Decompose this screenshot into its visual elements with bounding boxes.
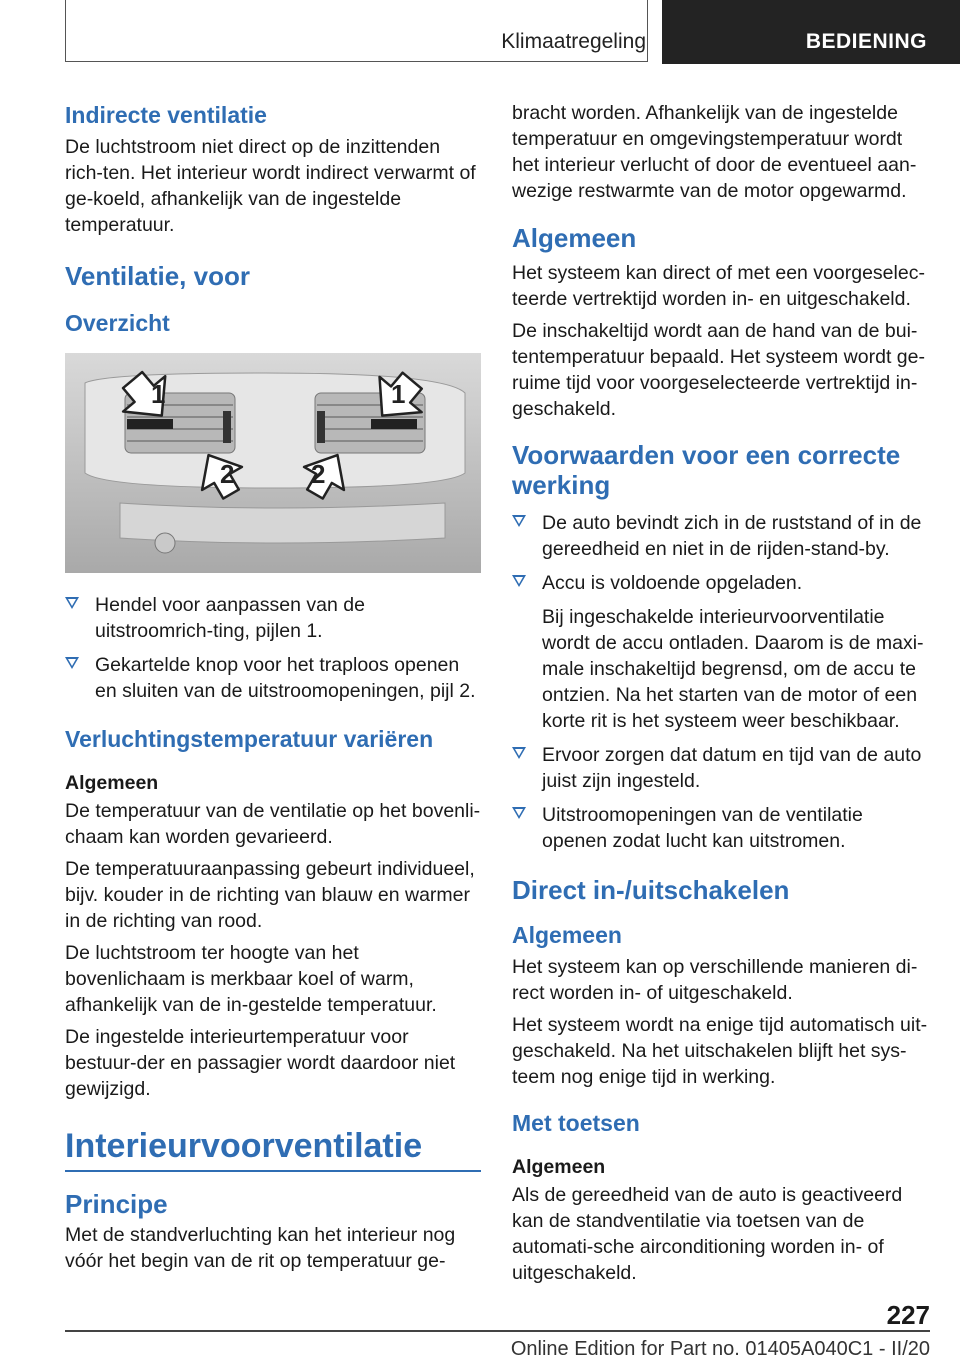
triangle-bullet-icon: [512, 807, 526, 819]
heading-algemeen-main: Algemeen: [512, 223, 637, 253]
heading-direct: Direct in-/uitschakelen: [512, 875, 790, 905]
paragraph-principe: Met de standverluchting kan het interieur nog vóór het begin van de rit op temperatuur ge-: [65, 1224, 456, 1272]
vent-figure: [65, 353, 481, 573]
paragraph: De temperatuur van de ventilatie op het bovenli-chaam kan worden gevarieerd.: [65, 800, 481, 848]
paragraph: De luchtstroom ter hoogte van het bovenlichaam is merkbaar koel of warm, afhankelijk van de in-gestelde temperatuur.: [65, 942, 437, 1016]
paragraph: De temperatuuraanpassing gebeurt individueel, bijv. kouder in de richting van blauw en warmer in de richting van rood.: [65, 858, 475, 932]
header-chapter-title: BEDIENING: [805, 30, 927, 53]
paragraph: Als de gereedheid van de auto is geactiveerd kan de standventilatie via toetsen van de automati-sche airconditioning worden in- of uitgeschakeld.: [512, 1184, 903, 1284]
heading-interieurvoorventilatie: Interieurvoorventilatie: [65, 1127, 423, 1165]
header-chapter-box: [662, 0, 960, 64]
overzicht-list: [65, 592, 481, 704]
heading-met-toetsen: Met toetsen: [512, 1110, 640, 1136]
paragraph: De ingestelde interieurtemperatuur voor bestuur-der en passagier wordt daardoor niet gewijzigd.: [65, 1026, 456, 1100]
list-item-note: Bij ingeschakelde interieurvoorventilatie wordt de accu ontladen. Daarom is de maxi-male inschakeltijd begrensd, om de accu te ontzien. Na het starten van de motor of een korte rit is het systeem weer beschikbaar.: [542, 606, 924, 732]
figure-label-2-left: 2: [220, 459, 235, 489]
left-column: [65, 100, 481, 1280]
heading-verluchtingstemperatuur: Verluchtingstemperatuur variëren: [65, 726, 434, 752]
triangle-bullet-icon: [512, 515, 526, 527]
list-item: De auto bevindt zich in de ruststand of in de gereedheid en niet in de rijden-stand-by.: [512, 510, 930, 562]
triangle-bullet-icon: [65, 657, 79, 669]
triangle-bullet-icon: [512, 575, 526, 587]
list-item: Hendel voor aanpassen van de uitstroomrich-ting, pijlen 1.: [65, 592, 481, 644]
page-number: 227: [886, 1300, 930, 1330]
edition-line: Online Edition for Part no. 01405A040C1 - II/20: [510, 1338, 930, 1360]
list-item: Accu is voldoende opgeladen. Bij ingeschakelde interieurvoorventilatie wordt de accu ontladen. Daarom is de maxi-male inschakeltijd begrensd, om de accu te ontzien. Na het starten van de motor of een korte rit is het systeem weer beschikbaar.: [512, 570, 930, 734]
heading-voorwaarden: Voorwaarden voor een correcte werking: [512, 440, 901, 500]
figure-label-1-right: 1: [391, 379, 406, 409]
voorwaarden-list: [512, 510, 930, 854]
heading-algemeen: Algemeen: [65, 772, 159, 794]
header-section-title: Klimaatregeling: [501, 30, 646, 53]
paragraph-continued: bracht worden. Afhankelijk van de ingestelde temperatuur en omgevingstemperatuur wordt het interieur verlucht of door de eventueel aan-wezige restwarmte van de motor opgewarmd.: [512, 102, 917, 202]
heading-algemeen-2: Algemeen: [512, 922, 622, 948]
paragraph: De inschakeltijd wordt aan de hand van de bui-tentemperatuur bepaald. Het systeem wordt ge-ruime tijd voor voorgeselecteerde vertrektijd in-geschakeld.: [512, 320, 925, 420]
heading-rule: [65, 1170, 481, 1172]
heading-overzicht: Overzicht: [65, 310, 170, 336]
page-header: [65, 0, 960, 64]
list-item: Gekartelde knop voor het traploos openen en sluiten van de uitstroomopeningen, pijl 2.: [65, 652, 481, 704]
paragraph: Het systeem kan direct of met een voorgeselec-teerde vertrektijd worden in- en uitgeschakeld.: [512, 262, 925, 310]
heading-principe: Principe: [65, 1189, 168, 1219]
footer-rule: [65, 1330, 930, 1332]
right-column: [512, 100, 930, 1292]
figure-label-1-left: 1: [151, 379, 166, 409]
figure-label-2-right: 2: [311, 459, 326, 489]
paragraph-indirect: De luchtstroom niet direct op de inzittenden rich-ten. Het interieur wordt indirect verwarmt of ge-koeld, afhankelijk van de ingestelde temperatuur.: [65, 136, 476, 236]
paragraph: Het systeem wordt na enige tijd automatisch uit-geschakeld. Na het uitschakelen blijft het sys-teem nog enige tijd in werking.: [512, 1014, 928, 1088]
triangle-bullet-icon: [512, 747, 526, 759]
list-item: Ervoor zorgen dat datum en tijd van de auto juist zijn ingesteld.: [512, 742, 930, 794]
paragraph: Het systeem kan op verschillende manieren di-rect worden in- of uitgeschakeld.: [512, 956, 918, 1004]
heading-indirecte-ventilatie: Indirecte ventilatie: [65, 102, 267, 128]
heading-ventilatie-voor: Ventilatie, voor: [65, 261, 250, 291]
heading-algemeen-3: Algemeen: [512, 1156, 606, 1178]
triangle-bullet-icon: [65, 597, 79, 609]
list-item: Uitstroomopeningen van de ventilatie openen zodat lucht kan uitstromen.: [512, 802, 930, 854]
